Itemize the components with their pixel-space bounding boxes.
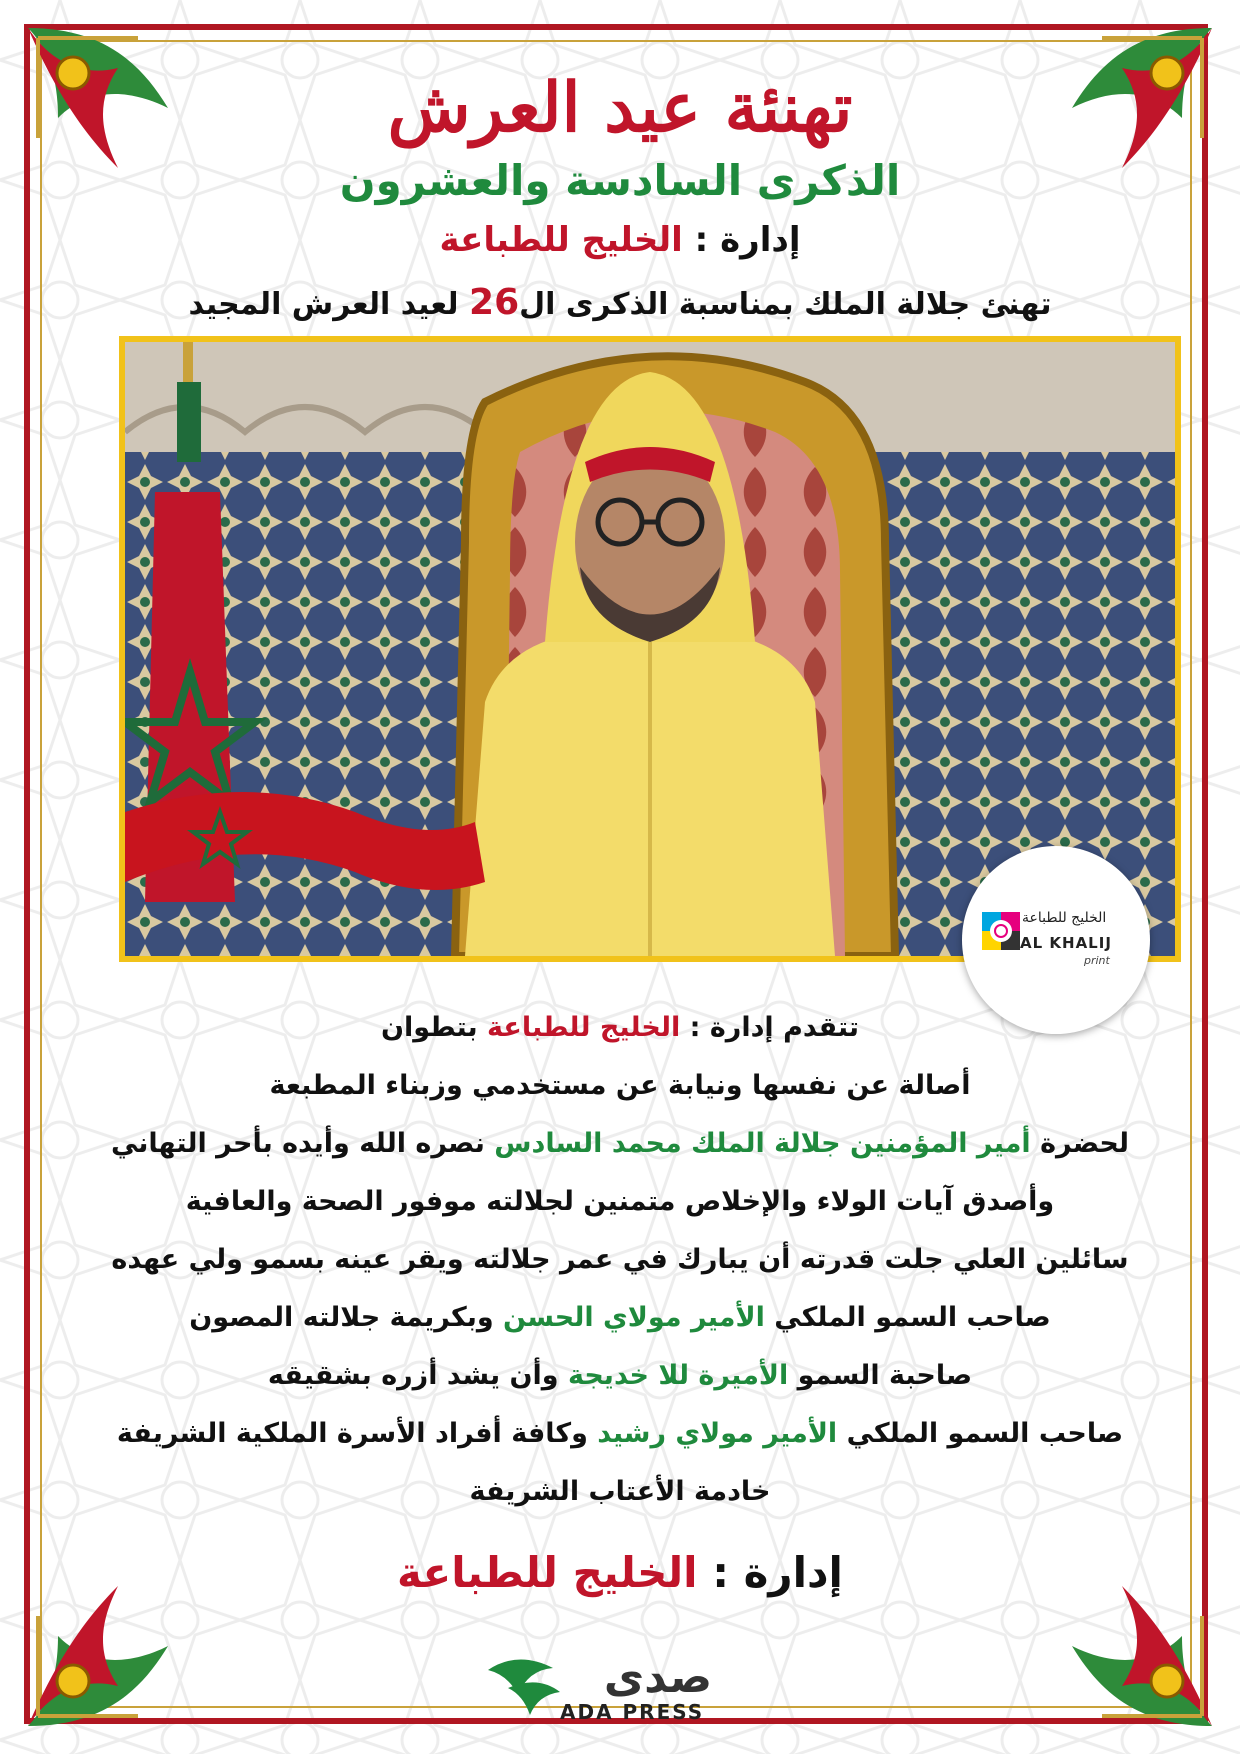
greeting-line bbox=[0, 282, 1240, 323]
line1-company: الخليج للطباعة bbox=[487, 1012, 681, 1043]
line7-after: وأن يشد أزره بشقيقه bbox=[267, 1360, 568, 1391]
message-line-7 bbox=[0, 1356, 1240, 1396]
message-line-5: سائلين العلي جلت قدرته أن يبارك في عمر جلالته ويقر عينه بسمو ولي عهده bbox=[111, 1244, 1129, 1275]
line3-after: نصره الله وأيده بأحر التهاني bbox=[110, 1128, 495, 1159]
line6-after: وبكريمة جلالته المصون bbox=[189, 1302, 504, 1333]
line3-name: أمير المؤمنين جلالة الملك محمد السادس bbox=[494, 1128, 1031, 1159]
company-name: الخليج للطباعة bbox=[439, 220, 683, 260]
page-title: تهنئة عيد العرش bbox=[387, 68, 853, 148]
message-line-4: وأصدق آيات الولاء والإخلاص متمنين لجلالته موفور الصحة والعافية bbox=[185, 1186, 1055, 1217]
message-line-6 bbox=[0, 1298, 1240, 1338]
greeting-text-before: تهنئ جلالة الملك بمناسبة الذكرى ال bbox=[519, 287, 1052, 322]
greeting-text-after: لعيد العرش المجيد bbox=[188, 287, 470, 322]
message-line-8 bbox=[0, 1414, 1240, 1454]
line7-name: الأميرة للا خديجة bbox=[567, 1360, 789, 1391]
ada-arabic-logo-text: صدى bbox=[603, 1652, 713, 1703]
badge-arabic-name: الخليج للطباعة bbox=[1022, 910, 1107, 926]
subtitle: الذكرى السادسة والعشرون bbox=[339, 156, 901, 205]
footer-management-line bbox=[0, 1548, 1240, 1597]
line6-before: صاحب السمو الملكي bbox=[764, 1302, 1051, 1333]
line7-before: صاحبة السمو bbox=[788, 1360, 973, 1391]
line1-after: بتطوان bbox=[380, 1012, 488, 1043]
message-line-9: خادمة الأعتاب الشريفة bbox=[469, 1476, 771, 1507]
company-badge bbox=[962, 846, 1150, 1034]
badge-english-name: AL KHALIJ bbox=[1020, 934, 1112, 952]
badge-tagline: print bbox=[1084, 954, 1110, 967]
line8-name: الأمير مولاي رشيد bbox=[597, 1418, 838, 1449]
management-prefix: إدارة : bbox=[694, 220, 801, 260]
management-line bbox=[0, 220, 1240, 260]
line3-before: لحضرة bbox=[1030, 1128, 1130, 1159]
footer-company-name: الخليج للطباعة bbox=[397, 1548, 698, 1597]
line8-before: صاحب السمو الملكي bbox=[837, 1418, 1124, 1449]
print-logo-icon bbox=[982, 912, 1020, 950]
ada-press-text: ADA PRESS bbox=[560, 1700, 705, 1724]
line8-after: وكافة أفراد الأسرة الملكية الشريفة bbox=[116, 1418, 598, 1449]
line6-name: الأمير مولاي الحسن bbox=[503, 1302, 765, 1333]
footer-management-prefix: إدارة : bbox=[712, 1548, 843, 1597]
message-line-2: أصالة عن نفسها ونيابة عن مستخدمي وزبناء المطبعة bbox=[269, 1070, 971, 1101]
line1-before: تتقدم إدارة : bbox=[680, 1012, 860, 1043]
anniversary-number: 26 bbox=[469, 282, 520, 323]
message-line-3 bbox=[0, 1124, 1240, 1164]
message-line-1 bbox=[0, 1008, 1240, 1048]
